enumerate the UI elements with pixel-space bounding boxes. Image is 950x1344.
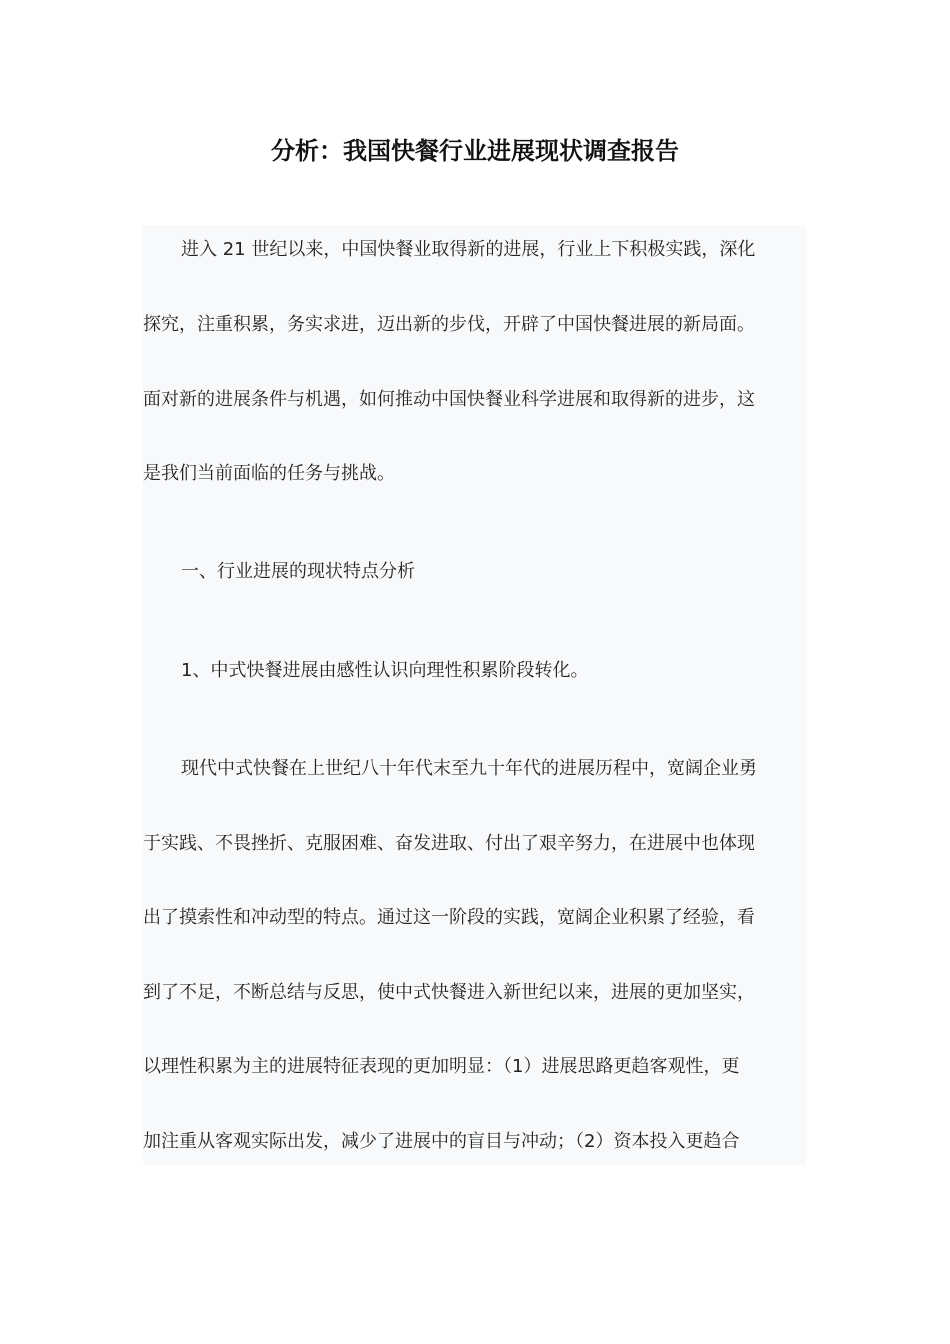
paragraph-line: 进入 21 世纪以来，中国快餐业取得新的进展，行业上下积极实践，深化 [181, 239, 756, 260]
paragraph-line: 出了摸索性和冲动型的特点。通过这一阶段的实践，宽阔企业积累了经验，看 [143, 907, 755, 928]
paragraph-line: 加注重从客观实际出发，减少了进展中的盲目与冲动；（2）资本投入更趋合 [143, 1131, 740, 1152]
paragraph-line: 探究，注重积累，务实求进，迈出新的步伐，开辟了中国快餐进展的新局面。 [143, 314, 755, 335]
paragraph-line: 现代中式快餐在上世纪八十年代末至九十年代的进展历程中，宽阔企业勇 [181, 758, 757, 779]
document-body [143, 225, 806, 1165]
section-heading: 一、行业进展的现状特点分析 [181, 561, 415, 582]
paragraph-line: 到了不足，不断总结与反思，使中式快餐进入新世纪以来，进展的更加坚实， [143, 982, 755, 1003]
subsection-heading: 1、中式快餐进展由感性认识向理性积累阶段转化。 [181, 660, 589, 681]
paragraph-line: 以理性积累为主的进展特征表现的更加明显：（1）进展思路更趋客观性，更 [143, 1056, 740, 1077]
paragraph-line: 于实践、不畏挫折、克服困难、奋发进取、付出了艰辛努力，在进展中也体现 [143, 833, 755, 854]
paragraph-line: 面对新的进展条件与机遇，如何推动中国快餐业科学进展和取得新的进步，这 [143, 389, 755, 410]
document-title: 分析：我国快餐行业进展现状调查报告 [271, 137, 679, 165]
paragraph-line: 是我们当前面临的任务与挑战。 [143, 463, 395, 484]
